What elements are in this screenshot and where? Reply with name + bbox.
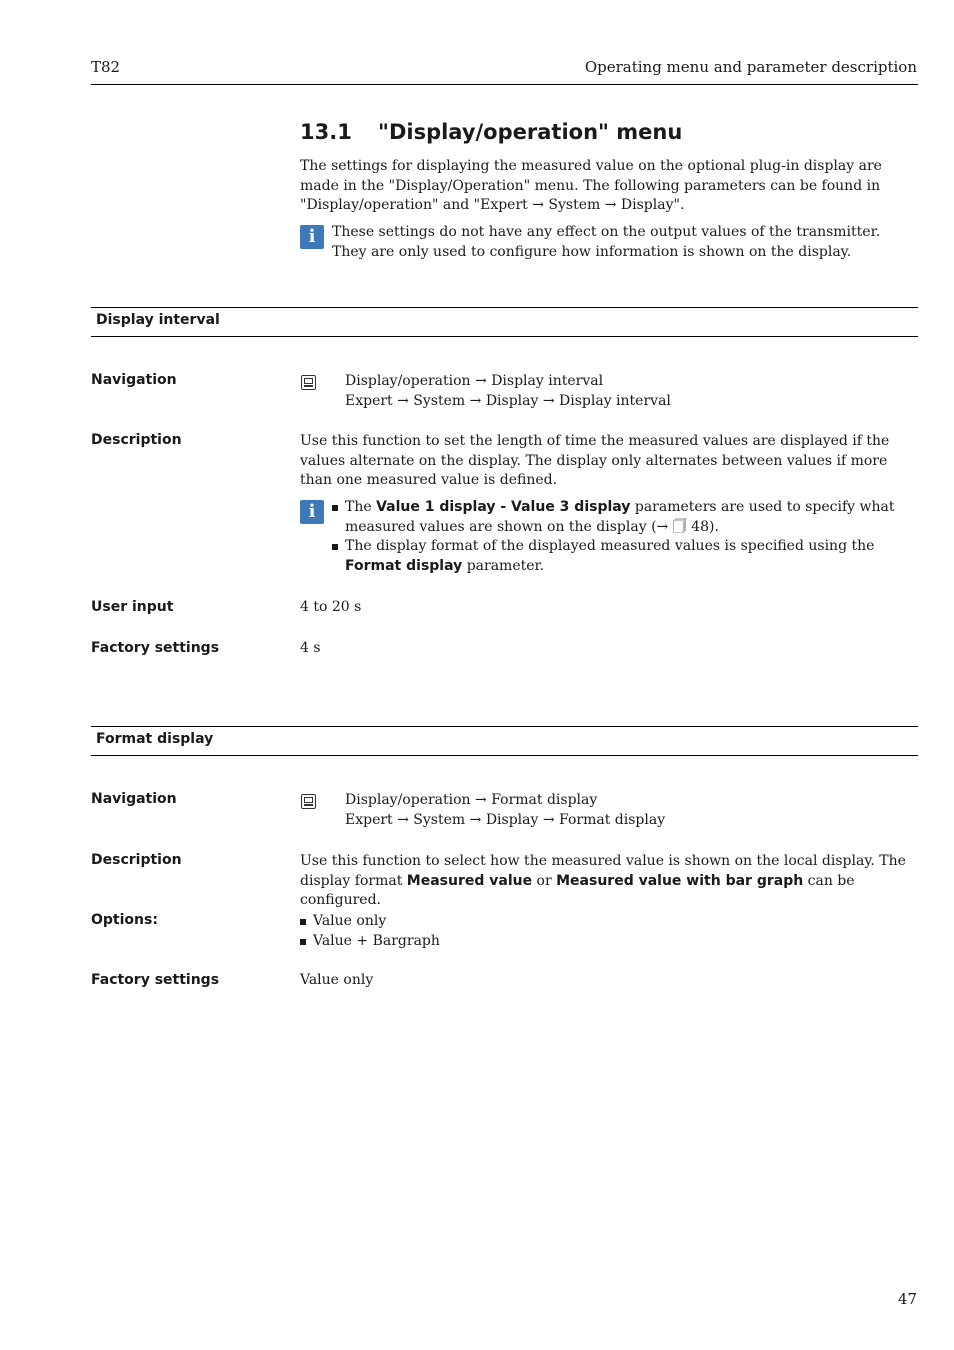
factory-settings-value: 4 s bbox=[300, 640, 321, 656]
parameter-reference: Format display bbox=[345, 557, 463, 574]
section-title bbox=[300, 120, 682, 144]
description-text: Use this function to select how the measured value is shown on the local display. The display format Measured value or Measured value with bar graph can be configured. bbox=[300, 853, 906, 908]
option-reference: Measured value with bar graph bbox=[556, 872, 804, 889]
navigation-path bbox=[345, 791, 665, 830]
description-label: Description bbox=[91, 432, 182, 448]
option-item: Value only bbox=[300, 912, 440, 932]
factory-settings-label: Factory settings bbox=[91, 972, 220, 988]
factory-settings-label: Factory settings bbox=[91, 640, 220, 656]
display-device-icon bbox=[301, 375, 316, 390]
header-product-name: T82 bbox=[91, 58, 121, 76]
options-list bbox=[300, 912, 440, 951]
option-reference: Measured value bbox=[406, 872, 533, 889]
section-number: 13.1 bbox=[300, 120, 352, 144]
navigation-path-line: Display/operation → Display interval bbox=[345, 373, 604, 389]
param-name: Display interval bbox=[96, 312, 220, 328]
navigation-path-line: Expert → System → Display → Display interval bbox=[345, 392, 671, 409]
navigation-label: Navigation bbox=[91, 791, 177, 807]
section-note: These settings do not have any effect on the output values of the transmitter. They are only used to configure how information is shown on the display. bbox=[332, 224, 881, 260]
user-input-value: 4 to 20 s bbox=[300, 599, 362, 615]
factory-settings-value: Value only bbox=[300, 972, 374, 988]
option-item: Value + Bargraph bbox=[300, 932, 440, 952]
navigation-label: Navigation bbox=[91, 372, 177, 388]
page-reference: 48). bbox=[691, 518, 719, 535]
header-rule bbox=[91, 84, 918, 85]
section-intro: The settings for displaying the measured value on the optional plug-in display are made in the "Display/Operation" menu. The following parameters can be found in "Display/operation" and "Expert → System → Display". bbox=[300, 158, 882, 213]
description-text: Use this function to set the length of time the measured values are displayed if the values alternate on the display. The display only alternates between values if more than one measured value is defined. bbox=[300, 433, 890, 488]
note-list bbox=[332, 498, 918, 576]
header-chapter-title: Operating menu and parameter description bbox=[584, 58, 917, 76]
page-reference-icon: 🗍 bbox=[672, 518, 687, 535]
display-device-icon bbox=[301, 794, 316, 809]
navigation-path bbox=[345, 372, 671, 411]
section-heading: "Display/operation" menu bbox=[378, 120, 683, 144]
navigation-path-line: Display/operation → Format display bbox=[345, 792, 598, 808]
description-label: Description bbox=[91, 852, 182, 868]
note-list-item: The display format of the displayed measured values is specified using the Format display parameter. bbox=[332, 537, 918, 576]
navigation-path-line: Expert → System → Display → Format display bbox=[345, 811, 666, 828]
param-header-display-interval bbox=[91, 307, 918, 337]
param-name: Format display bbox=[96, 731, 214, 747]
options-label: Options: bbox=[91, 912, 158, 928]
param-header-format-display bbox=[91, 726, 918, 756]
info-icon: i bbox=[300, 500, 324, 524]
user-input-label: User input bbox=[91, 599, 174, 615]
note-list-item: The Value 1 display - Value 3 display parameters are used to specify what measured values are shown on the display (→ 🗍 48). bbox=[332, 498, 918, 537]
parameter-reference: Value 1 display - Value 3 display bbox=[376, 499, 631, 515]
info-icon: i bbox=[300, 225, 324, 249]
page-number: 47 bbox=[897, 1290, 917, 1308]
